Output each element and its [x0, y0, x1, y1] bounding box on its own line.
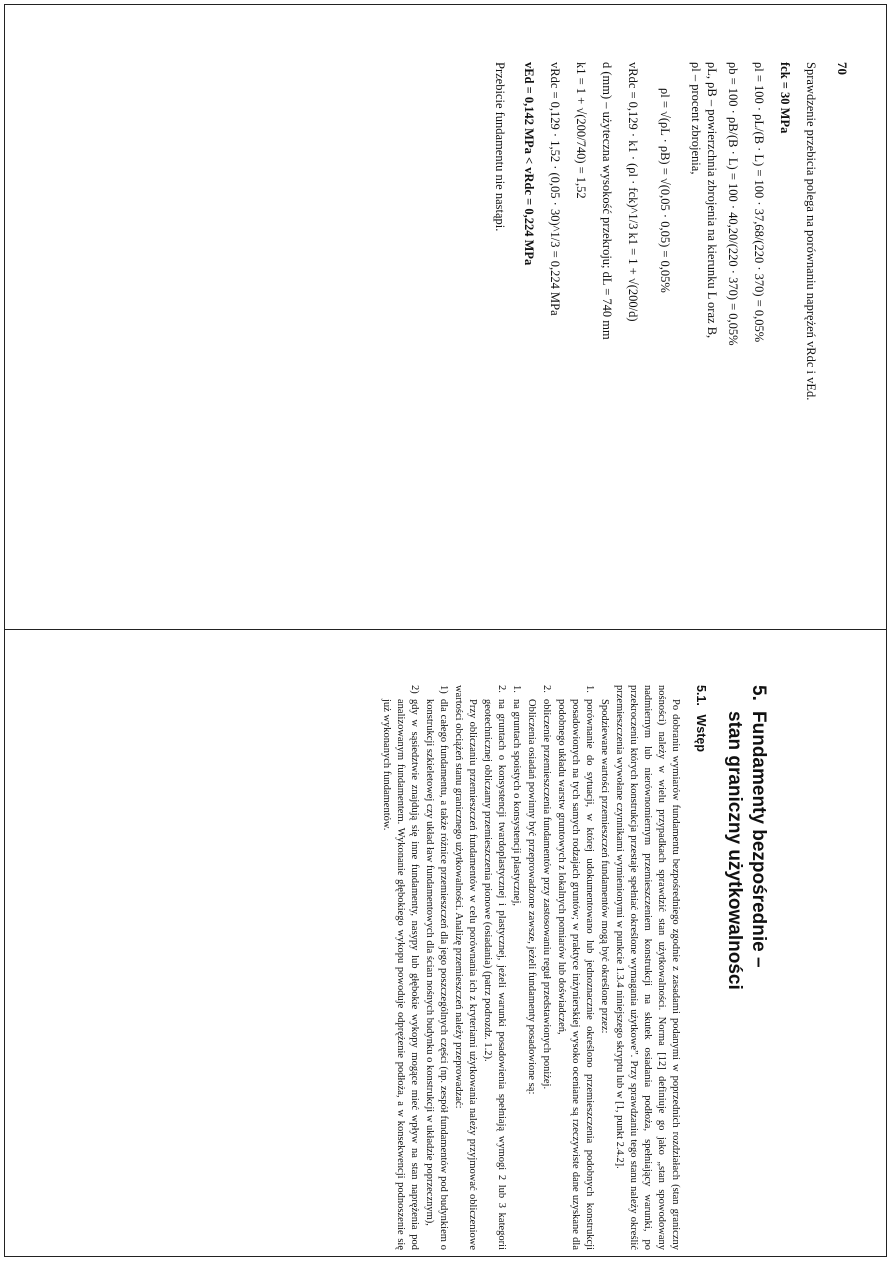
list-methods [539, 685, 596, 1250]
rho-sqrt-formula: ρl = √(ρL · ρB) = √(0,05 · 0,05) = 0,05% [658, 88, 672, 293]
section-title: Wstęp [694, 714, 708, 752]
rho-definition-1: ρL, ρB – powierzchnia zbrojenia na kierunku L oraz B, [705, 62, 719, 339]
vrdc-formula: vRdc = 0,129 · k1 · (ρl · fck)^1/3 k1 = 1 + √(200/d) [626, 62, 640, 322]
rho-b-formula: ρb = 100 · ρB/(B · L) = 100 · 40,20/(220 · 370) = 0,05% [726, 62, 740, 346]
page-number: 70 [835, 62, 850, 75]
intro-text: Sprawdzenie przebicia polega na porównaniu naprężeń vRdc i vEd. [804, 62, 818, 401]
list-item: 2. na gruntach o konsystencji twardoplastycznej i plastycznej, jeżeli warunki posadowienia spełniają wymogi 2 lub 3 kategorii geotechnicznej obliczamy przemieszczenia pionowe (osiadania) (patrz podrozdz. 1.2). [482, 685, 507, 1250]
d-definition: d (mm) – użyteczna wysokość przekroju; dL = 740 mm [600, 62, 614, 340]
comparison-result: vEd = 0,142 MPa < vRdc = 0,224 MPa [522, 62, 536, 266]
section-number: 5.1. [694, 685, 708, 706]
list-analysis [379, 685, 450, 1250]
list-item: 2. obliczenie przemieszczenia fundamentów przy zastosowaniu reguł przedstawionych poniżej. [541, 685, 552, 1090]
paragraph-4: Przy obliczaniu przemieszczeń fundamentów w celu porównania ich z kryteriami użytkowania należy przyjmować obliczeniowe wartości obciążeń stanu granicznego użytkowalności. Analizę przemieszczeń należy przeprowadzać: [453, 685, 478, 1250]
rho-definition-2: ρl – procent zbrojenia, [689, 62, 703, 175]
list-item: 1. porównanie do sytuacji, w której udokumentowano lub jednoznacznie określono przemieszczenia podobnych konstrukcji posadowionych na tych samych rodzajach gruntów; w praktyce inżynierskiej wysoko oceniane są rzeczywiste dane uzyskane dla podobnego układu warstw gruntowych z lokalnych pomiarów lub doświadczeń, [556, 685, 595, 1250]
paragraph-2: Spodziewane wartości przemieszczeń fundamentów mogą być określone przez: [599, 699, 610, 1034]
chapter-number: 5. [748, 685, 769, 701]
vrdc-calculation: vRdc = 0,129 · 1,52 · (0,05 · 30)^1/3 = 0,224 MPa [548, 62, 562, 316]
list-conditions [480, 685, 523, 1250]
chapter-heading [722, 685, 770, 1250]
section-heading [694, 685, 708, 1250]
page-divider [4, 629, 887, 630]
list-item: 1) dla całego fundamentu, a także różnice przemieszczeń dla jego poszczególnych części (np. zespół fundamentów pod budynkiem o konstrukcji szkieletowej czy układ ław fundamentowych dla ścian nośnych budynku o konstrukcji w układzie poprzecznym), [424, 685, 449, 1250]
top-page [430, 62, 850, 542]
paragraph-1: Po dobraniu wymiarów fundamentu bezpośredniego zgodnie z zasadami podanymi w poprzednich rozdziałach (stan graniczny nośności) należy w wielu przypadkach sprawdzić stan użytkowalności. Norma [12] definiuje go jako „stan spowodowany nadmiernym lub nierównomiernym przemieszczeniem konstrukcji na skutek osiadania podłoża, spełniający warunki, po przekroczeniu których konstrukcja przestaje spełniać określone wymagania użytkowe”. Przy sprawdzaniu tego stanu należy określić przemieszczenia wywołane czynnikami wymienionymi w punkcie 1.3.4 niniejszego skryptu lub w [1, punkt 2.4.2]. [614, 685, 681, 1250]
chapter-title [722, 711, 770, 990]
paragraph-3: Obliczenia osiadań powinny być przeprowadzone zawsze, jeżeli fundamenty posadowione są: [526, 699, 537, 1095]
rho-l-formula: ρl = 100 · ρL/(B · L) = 100 · 37,68/(220 · 370) = 0,05% [752, 62, 766, 343]
fck-value: fck = 30 MPa [778, 62, 792, 134]
conclusion-text: Przebicie fundamentu nie nastąpi. [493, 62, 507, 232]
k1-calculation: k1 = 1 + √(200/740) = 1,52 [574, 62, 588, 199]
list-item: 1. na gruntach spoistych o konsystencji plastycznej, [511, 685, 522, 907]
list-item: 2) gdy w sąsiedztwie znajdują się inne fundamenty, nasypy lub głębokie wykopy mogące mieć wpływ na stan naprężenia pod analizowanym fundamentem. Wykonanie głębokiego wykopu powoduje odprężenie podłoża, a w konsekwencji podnoszenie się już wykonanych fundamentów. [381, 685, 420, 1250]
bottom-page [80, 685, 770, 1250]
chapter-title-line-1: Fundamenty bezpośrednie – [748, 711, 769, 968]
chapter-title-line-2: stan graniczny użytkowalności [724, 711, 745, 990]
